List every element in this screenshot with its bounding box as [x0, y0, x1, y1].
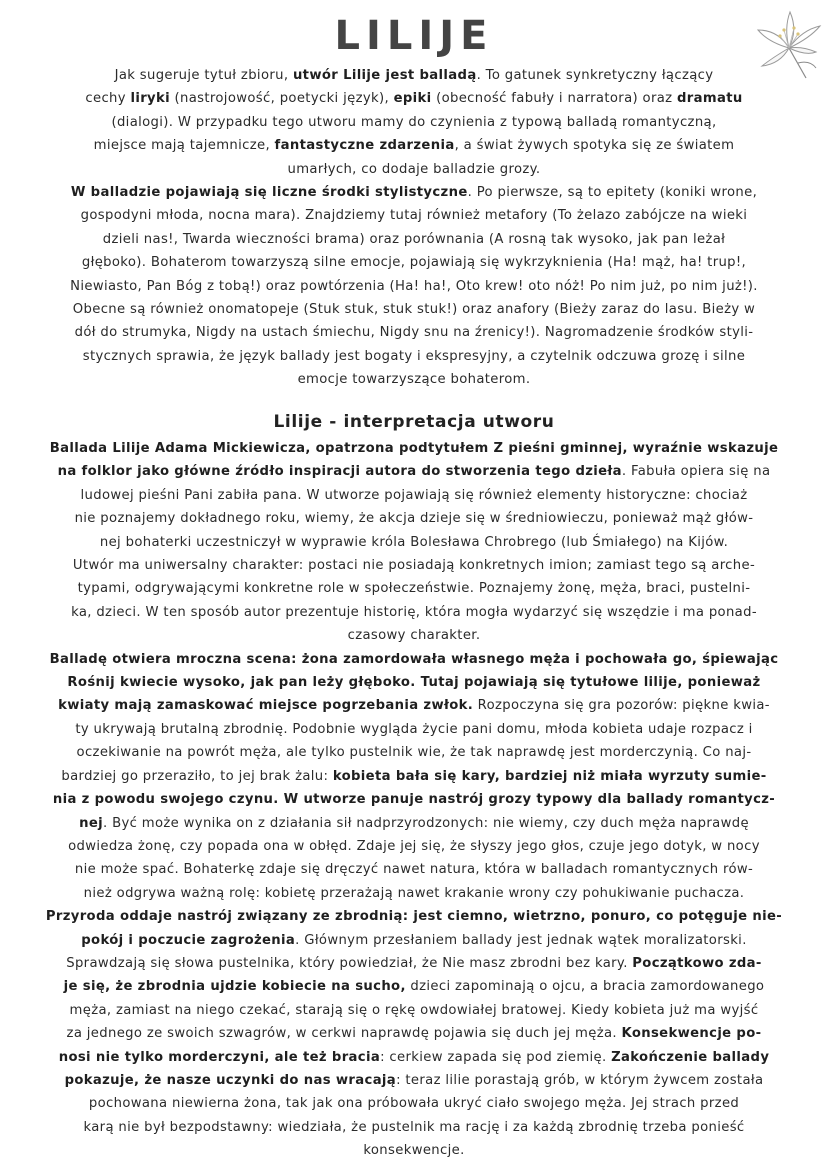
text: cechy — [85, 91, 131, 107]
bold-text: je się, że zbrodnia ujdzie kobiecie na sucho, — [63, 979, 406, 995]
text-line — [0, 531, 828, 554]
text-line — [0, 484, 828, 507]
text: dzieci zapominają o ojcu, a bracia zamordowanego — [405, 979, 765, 995]
bold-text: nej — [79, 815, 103, 831]
text-line — [0, 1046, 828, 1069]
text: za jednego ze swoich szwagrów, w cerkwi naprawdę pojawia się duch jej męża. — [66, 1026, 622, 1042]
text: dół do strumyka, Nigdy na ustach śmiechu, Nigdy snu na źrenicy!). Nagromadzenie środków styli- — [74, 325, 754, 341]
bold-text: Konsekwencje po- — [621, 1026, 762, 1042]
text-line — [0, 1022, 828, 1045]
text-line — [0, 741, 828, 764]
text: bardziej go przeraziło, to jej brak żalu: — [61, 768, 333, 784]
text-line — [0, 952, 828, 975]
text-line — [0, 507, 828, 530]
text: gospodyni młoda, nocna mara). Znajdziemy tutaj również metafory (To żelazo zabójcze na wieki — [80, 208, 748, 224]
bold-text: epiki — [393, 91, 432, 107]
bold-text: dramatu — [676, 91, 743, 107]
text-line — [0, 228, 828, 251]
text: konsekwencje. — [363, 1143, 465, 1159]
bold-text: utwór Lilije jest balladą — [292, 68, 477, 83]
text-line — [0, 648, 828, 671]
text-line — [0, 975, 828, 998]
text: miejsce mają tajemnicze, — [93, 138, 275, 154]
text: Utwór ma uniwersalny charakter: postaci nie posiadają konkretnych imion; zamiast tego są arche- — [72, 558, 756, 574]
text-line — [0, 905, 828, 928]
text: (obecność fabuły i narratora) oraz — [431, 91, 677, 107]
text: ka, dzieci. W ten sposób autor prezentuje historię, która mogła wydarzyć się wszędzie i ma ponad- — [71, 604, 757, 620]
text-line — [0, 788, 828, 811]
text-line — [0, 345, 828, 368]
text: Niewiasto, Pan Bóg z tobą!) oraz powtórzenia (Ha! ha!, Oto krew! oto nóż! Po nim już, po nim już!). — [70, 278, 758, 294]
bold-text: Początkowo zda- — [632, 955, 762, 971]
text: stycznych sprawia, że język ballady jest bogaty i ekspresyjny, a czytelnik odczuwa grozę i silne — [82, 348, 746, 364]
text-line — [0, 835, 828, 858]
text: głęboko). Bohaterom towarzyszą silne emocje, pojawiają się wykrzyknienia (Ha! mąż, ha! trup!, — [81, 255, 747, 271]
text-line — [0, 321, 828, 344]
bold-text: kwiaty mają zamaskować miejsce pogrzebania zwłok. — [58, 698, 474, 714]
text-line — [0, 812, 828, 835]
text: oczekiwanie na powrót męża, ale tylko pustelnik wie, że tak naprawdę jest morderczynią. Co naj- — [76, 745, 752, 761]
bold-text: pokój i poczucie zagrożenia — [81, 932, 296, 948]
text: (nastrojowość, poetycki język), — [169, 91, 394, 107]
page-title: LILIJE — [334, 13, 494, 59]
bold-text: liryki — [130, 91, 170, 107]
text-line — [0, 134, 828, 157]
text: nie poznajemy dokładnego roku, wiemy, że akcja dzieje się w średniowieczu, ponieważ mąż głów- — [74, 511, 754, 527]
text-line — [0, 601, 828, 624]
text-line — [0, 1092, 828, 1115]
text-line — [0, 111, 828, 134]
text: . Po pierwsze, są to epitety (koniki wrone, — [467, 185, 758, 201]
text-line — [0, 554, 828, 577]
text-line — [0, 929, 828, 952]
text: dzieli nas!, Twarda wieczności brama) oraz porównania (A rosną tak wysoko, jak pan leżał — [102, 231, 726, 247]
text-line — [0, 181, 828, 204]
bold-text: nosi nie tylko morderczyni, ale też bracia — [58, 1049, 381, 1065]
text: : teraz lilie porastają grób, w którym żywcem została — [396, 1072, 764, 1088]
text: karą nie był bezpodstawny: wiedziała, że pustelnik ma rację i za każdą zbrodnię trzeba ponieść — [83, 1119, 745, 1135]
text: . Głównym przesłaniem ballady jest jednak wątek moralizatorski. — [295, 932, 747, 948]
text: czasowy charakter. — [347, 628, 481, 644]
intro-paragraph — [0, 64, 828, 392]
text: odwiedza żonę, czy popada ona w obłęd. Zdaje jej się, że słyszy jego głos, czuje jego dotyk, w nocy — [68, 838, 760, 854]
text: nie może spać. Bohaterkę zdaje się dręczyć nawet natura, która w balladach romantycznych rów- — [74, 862, 754, 878]
text-line — [0, 437, 828, 460]
bold-text: nia z powodu swojego czynu. W utworze panuje nastrój grozy typowy dla ballady romantycz- — [52, 792, 776, 808]
text-line — [0, 671, 828, 694]
bold-text: fantastyczne zdarzenia — [274, 138, 455, 154]
bold-text: Rośnij kwiecie wysoko, jak pan leży głęboko. Tutaj pojawiają się tytułowe lilije, ponieważ — [67, 675, 761, 691]
text: nież odgrywa ważną rolę: kobietę przerażają nawet krakanie wrony czy pohukiwanie puchacza. — [83, 885, 745, 901]
bold-text: Ballada Lilije Adama Mickiewicza, opatrzona podtytułem Z pieśni gminnej, wyraźnie wskazuje — [49, 441, 779, 456]
text-line — [0, 460, 828, 483]
text-line — [0, 368, 828, 391]
text: Obecne są również onomatopeje (Stuk stuk, stuk stuk!) oraz anafory (Bieży zaraz do lasu. Bieży w — [72, 302, 756, 318]
text-line — [0, 882, 828, 905]
text-line — [0, 158, 828, 181]
text: . Fabuła opiera się na — [621, 464, 771, 480]
text: nej bohaterki uczestniczył w wyprawie króla Bolesława Chrobrego (lub Śmiałego) na Kijów. — [99, 534, 729, 550]
text: Rozpoczyna się gra pozorów: piękne kwia- — [473, 698, 770, 714]
section-heading: Lilije - interpretacja utworu — [273, 412, 555, 432]
text: Sprawdzają się słowa pustelnika, który powiedział, że Nie masz zbrodni bez kary. — [66, 955, 633, 971]
text: (dialogi). W przypadku tego utworu mamy do czynienia z typową balladą romantyczną, — [111, 114, 717, 130]
text-line — [0, 87, 828, 110]
text-line — [0, 1139, 828, 1162]
text-line — [0, 298, 828, 321]
text: emocje towarzyszące bohaterom. — [297, 372, 531, 388]
bold-text: na folklor jako główne źródło inspiracji autora do stworzenia tego dzieła — [57, 464, 622, 480]
text: : cerkiew zapada się pod ziemię. — [380, 1049, 612, 1065]
text-line — [0, 694, 828, 717]
text-line — [0, 204, 828, 227]
text-line — [0, 624, 828, 647]
bold-text: kobieta bała się kary, bardziej niż miała wyrzuty sumie- — [332, 768, 767, 784]
text-line — [0, 1116, 828, 1139]
text-line — [0, 999, 828, 1022]
text-line — [0, 577, 828, 600]
text-line — [0, 765, 828, 788]
text-line — [0, 275, 828, 298]
text-line — [0, 64, 828, 87]
text: Jak sugeruje tytuł zbioru, — [114, 68, 293, 83]
text-line — [0, 718, 828, 741]
text: . Być może wynika on z działania sił nadprzyrodzonych: nie wiemy, czy duch męża naprawdę — [102, 815, 749, 831]
bold-text: Przyroda oddaje nastrój związany ze zbrodnią: jest ciemno, wietrzno, ponuro, co potęguje nie- — [45, 909, 783, 925]
interpretation-paragraph — [0, 437, 828, 1163]
text: ludowej pieśni Pani zabiła pana. W utworze pojawiają się również elementy historyczne: chociaż — [80, 487, 748, 503]
text: . To gatunek synkretyczny łączący — [476, 68, 714, 83]
bold-text: Zakończenie ballady — [611, 1049, 770, 1065]
bold-text: W balladzie pojawiają się liczne środki stylistyczne — [70, 185, 468, 201]
text: umarłych, co dodaje balladzie grozy. — [287, 161, 541, 177]
bold-text: pokazuje, że nasze uczynki do nas wracają — [64, 1072, 397, 1088]
bold-text: Balladę otwiera mroczna scena: żona zamordowała własnego męża i pochowała go, śpiewając — [49, 651, 779, 667]
text-line — [0, 251, 828, 274]
text: ty ukrywają brutalną zbrodnię. Podobnie wygląda życie pani domu, młoda kobieta udaje rozpacz i — [75, 721, 753, 737]
text: męża, zamiast na niego czekać, starają się o rękę owdowiałej bratowej. Kiedy kobieta już ma wyjść — [69, 1002, 759, 1018]
text: pochowana niewierna żona, tak jak ona próbowała ukryć ciało swojego męża. Jej strach przed — [88, 1096, 740, 1112]
text-line — [0, 858, 828, 881]
text: typami, odgrywającymi konkretne role w społeczeństwie. Poznajemy żonę, męża, braci, pustelni- — [77, 581, 751, 597]
text-line — [0, 1069, 828, 1092]
text: , a świat żywych spotyka się ze światem — [454, 138, 735, 154]
